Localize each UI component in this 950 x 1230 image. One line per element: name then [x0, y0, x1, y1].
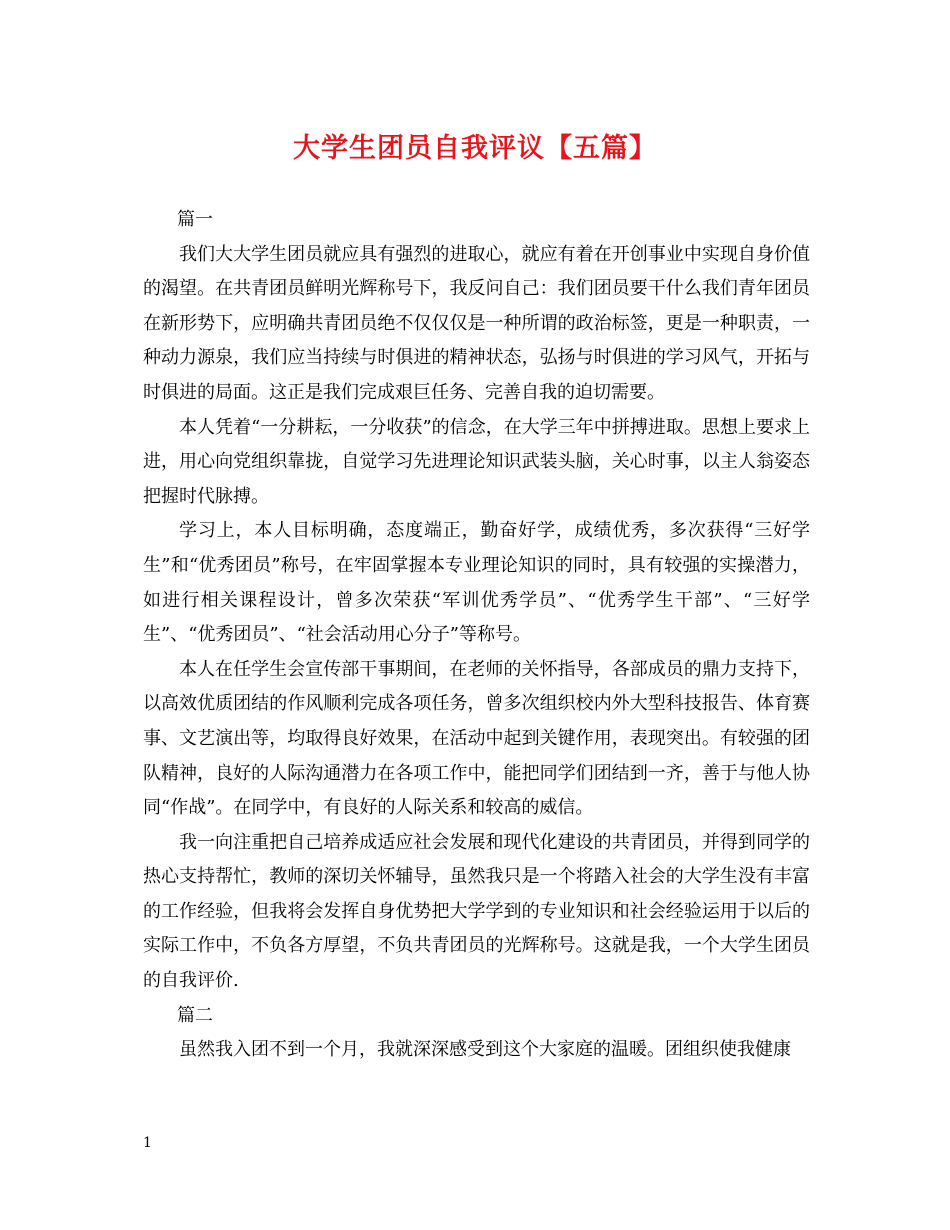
paragraph: 我们大大学生团员就应具有强烈的进取心，就应有着在开创事业中实现自身价值的渴望。在共青团员鲜明光辉称号下，我反问自己：我们团员要干什么我们青年团员在新形势下，应明确共青团员绝不仅仅仅是一种所谓的政治标签，更是一种职责，一种动力源泉，我们应当持续与时俱进的精神状态，弘扬与时俱进的学习风气，开拓与时俱进的局面。这正是我们完成艰巨任务、完善自我的迫切需要。	[143, 243, 810, 403]
document-title: 大学生团员自我评议【五篇】	[293, 133, 657, 164]
paragraph: 虽然我入团不到一个月，我就深深感受到这个大家庭的温暖。团组织使我健康	[179, 1039, 791, 1061]
section-heading: 篇一	[177, 209, 213, 230]
paragraph: 学习上，本人目标明确，态度端正，勤奋好学，成绩优秀，多次获得“三好学生”和“优秀团员”称号，在牢固掌握本专业理论知识的同时，具有较强的实操潜力，如进行相关课程设计，曾多次荣获“军训优秀学员”、“优秀学生干部”、“三好学生”、“优秀团员”、“社会活动用心分子”等称号。	[143, 520, 810, 646]
page-number: 1	[143, 1135, 152, 1151]
paragraph: 本人在任学生会宣传部干事期间，在老师的关怀指导，各部成员的鼎力支持下，以高效优质团结的作风顺利完成各项任务，曾多次组织校内外大型科技报告、体育赛事、文艺演出等，均取得良好效果，在活动中起到关键作用，表现突出。有较强的团队精神，良好的人际沟通潜力在各项工作中，能把同学们团结到一齐，善于与他人协同“作战”。在同学中，有良好的人际关系和较高的威信。	[143, 658, 810, 819]
section-heading: 篇二	[177, 1004, 213, 1026]
paragraph: 我一向注重把自己培养成适应社会发展和现代化建设的共青团员，并得到同学的热心支持帮忙，教师的深切关怀辅导，虽然我只是一个将踏入社会的大学生没有丰富的工作经验，但我将会发挥自身优势把大学学到的专业知识和社会经验运用于以后的实际工作中，不负各方厚望，不负共青团员的光辉称号。这就是我，一个大学生团员的自我评价.	[143, 831, 810, 992]
document-body	[143, 203, 810, 1068]
paragraph: 本人凭着“一分耕耘，一分收获”的信念，在大学三年中拼搏进取。思想上要求上进，用心向党组织靠拢，自觉学习先进理论知识武装头脑，关心时事，以主人翁姿态把握时代脉搏。	[143, 416, 810, 507]
